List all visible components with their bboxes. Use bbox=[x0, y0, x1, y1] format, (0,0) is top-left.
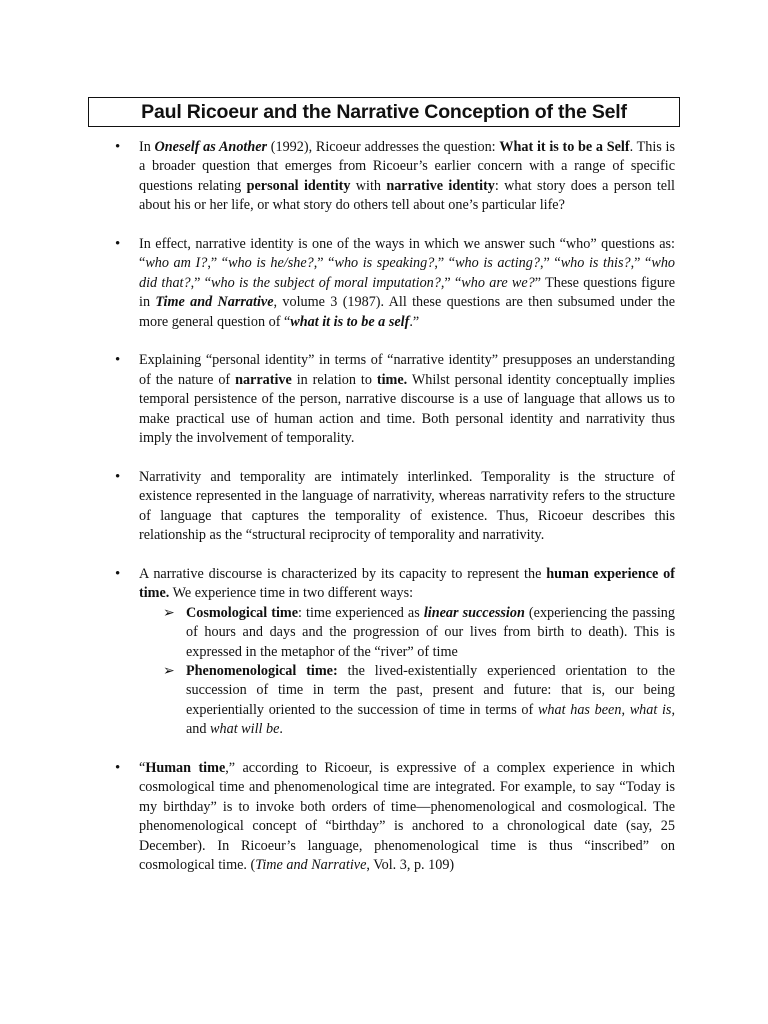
bullet-oneself-as-another: • In Oneself as Another (1992), Ricoeur addresses the question: What it is to be a Self. This is a broader question that emerges from Ricoeur’s earlier concern with a range of specific questions relating personal identity with narrative identity: what story does a person tell about his or her life, or what story do others tell about one’s particular life? bbox=[139, 138, 675, 216]
arrow-bullet-icon: ➢ bbox=[163, 663, 175, 679]
bullet-human-time: • “Human time,” according to Ricoeur, is expressive of a complex experience in which cosmological time and phenomenological time are integrated. For example, to say “Today is my birthday” is to invoke both orders of time—phenomenological and cosmological. The phenomenological concept of “birthday” is anchored to a chronological date (say, 25 December). In Ricoeur’s language, phenomenological time is thus “inscribed” on cosmological time. (Time and Narrative, Vol. 3, p. 109) bbox=[139, 759, 675, 875]
book-title-oneself-as-another: Oneself as Another bbox=[154, 139, 268, 155]
page-title: Paul Ricoeur and the Narrative Conception of the Self bbox=[141, 100, 627, 123]
arrow-bullet-icon: ➢ bbox=[163, 605, 175, 621]
term-narrative-identity: narrative identity bbox=[386, 177, 495, 194]
bullet-list bbox=[139, 138, 675, 875]
bullet-narrative-time: • Explaining “personal identity” in terms of “narrative identity” presupposes an understanding of the nature of narrative in relation to time. Whilst personal identity conceptually implies temporal persistence of the person, narrative discourse is a use of language that allows us to make practical use of human action and time. Both personal identity and narrativity thus imply the involvement of temporality. bbox=[139, 351, 675, 448]
bullet-narrativity-temporality: • Narrativity and temporality are intimately interlinked. Temporality is the structure of existence represented in the language of narrativity, whereas narrativity refers to the structure of language that captures the temporality of existence. Thus, Ricoeur describes this relationship as the “structural reciprocity of temporality and narrativity. bbox=[139, 468, 675, 546]
bullet-human-experience-of-time: • A narrative discourse is characterized by its capacity to represent the human experience of time. We experience time in two different ways: ➢ Cosmological time: time experienced as linear succession (experiencing the passing of hours and days and the progression of our lives from birth to death). This is expressed in the metaphor of the “river” of time ➢ Phenomenological time: the lived-existentially experienced orientation to the succession of time in term the past, present and future: that is, our being experientially oriented to the succession of time in terms of what has been, what is, and what will be. bbox=[139, 565, 675, 740]
time-types-list bbox=[139, 604, 675, 740]
term-personal-identity: personal identity bbox=[246, 177, 351, 194]
title-box bbox=[88, 97, 680, 127]
bullet-who-questions: • In effect, narrative identity is one of the ways in which we answer such “who” questions as: “who am I?,” “who is he/she?,” “who is speaking?,” “who is acting?,” “who is this?,” “who did that?,” “who is the subject of moral imputation?,” “who are we?” These questions figure in Time and Narrative, volume 3 (1987). All these questions are then subsumed under the more general question of “what it is to be a self.” bbox=[139, 235, 675, 332]
question-self: What it is to be a Self bbox=[499, 139, 630, 155]
book-title-time-and-narrative: Time and Narrative bbox=[155, 294, 274, 311]
sub-item-cosmological-time: ➢ Cosmological time: time experienced as linear succession (experiencing the passing of hours and days and the progression of our lives from birth to death). This is expressed in the metaphor of the “river” of time bbox=[163, 604, 675, 660]
sub-item-phenomenological-time: ➢ Phenomenological time: the lived-existentially experienced orientation to the succession of time in term the past, present and future: that is, our being experientially oriented to the succession of time in terms of what has been, what is, and what will be. bbox=[163, 662, 675, 738]
